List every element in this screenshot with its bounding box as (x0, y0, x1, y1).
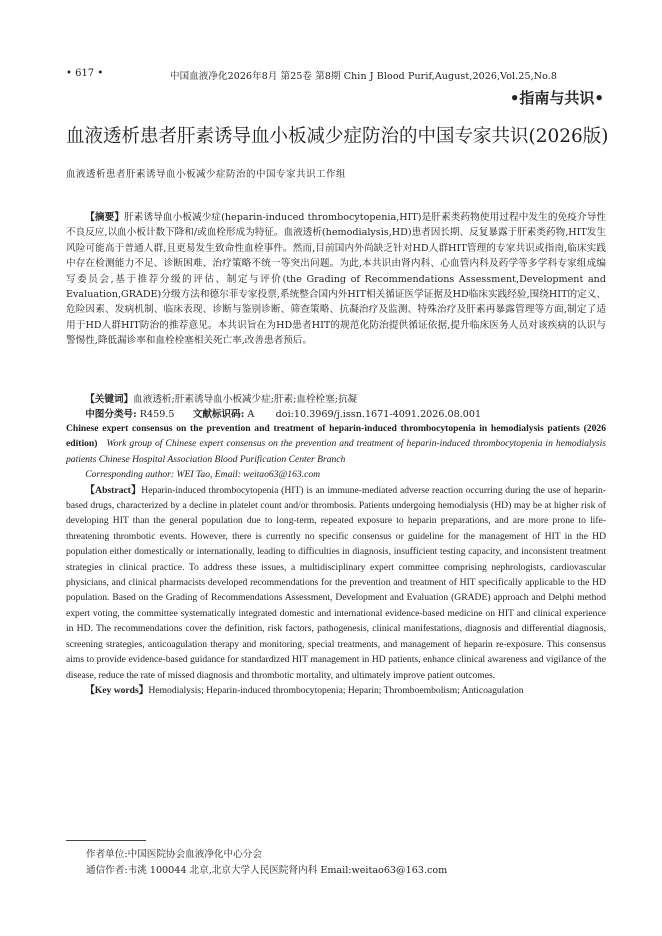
column-tag: •指南与共识• (509, 89, 604, 107)
page-number: • 617 • (66, 68, 104, 79)
footnote-divider (66, 840, 146, 841)
clc-code: R459.5 (139, 409, 175, 420)
abstract-en-text: Heparin-induced thrombocytopenia (HIT) is an immune-mediated adverse reaction occurring during the use of heparin-based drugs, characterized by a decline in platelet count and/or thrombosis. Patients undergoing hemodialysis (HD) may be at higher risk of developing HIT than the general population due to long-term, repeated exposure to heparin preparations, and are more prone to life-threatening thrombotic events. However, there is currently no specific consensus or guideline for the management of HIT in the HD population either domestically or internationally, leading to difficulties in diagnosis, insufficient testing capacity, and inconsistent treatment strategies in clinical practice. To address these issues, a multidisciplinary expert committee comprising nephrologists, cardiovascular physicians, and clinical pharmacists developed recommendations for the prevention and treatment of HIT specifically applicable to the HD population. Based on the Grading of Recommendations Assessment, Development and Evaluation (GRADE) approach and Delphi method expert voting, the committee systematically integrated domestic and international evidence-based medicine on HIT and clinical experience in HD. The recommendations cover the definition, risk factors, pathogenesis, clinical manifestations, diagnosis and differential diagnosis, screening strategies, anticoagulation therapy and monitoring, special treatments, and management of heparin re-exposure. This consensus aims to provide evidence-based guidance for standardized HIT management in HD patients, enhance clinical awareness and vigilance of the disease, reduce the rate of missed diagnosis and thrombotic mortality, and ultimately improve patient outcomes. (66, 484, 607, 681)
work-group-zh: 血液透析患者肝素诱导血小板减少症防治的中国专家共识工作组 (66, 169, 347, 180)
correspondence-info: 通信作者:韦洮 100044 北京,北京大学人民医院肾内科 Email:weitao63@163.com (86, 865, 448, 876)
article-title: 血液透析患者肝素诱导血小板减少症防治的中国专家共识(2026版) (66, 126, 609, 147)
abstract-zh-label: 【摘要】 (85, 212, 125, 223)
author-affiliation: 作者单位:中国医院协会血液净化中心分会 (86, 849, 262, 860)
keywords-zh-label: 【关键词】 (85, 394, 134, 405)
keywords-en-text: Hemodialysis; Heparin-induced thrombocytopenia; Heparin; Thromboembolism; Anticoagulation (148, 684, 524, 696)
keywords-en-label: 【Key words】 (85, 684, 149, 696)
english-title: Chinese expert consensus on the prevention and treatment of heparin-induced thrombocytopenia in hemodialysis patients (2026 edition) (66, 423, 606, 450)
abstract-en-label: 【Abstract】 (85, 484, 142, 496)
corresponding-author: Corresponding author: WEI Tao, Email: weitao63@163.com (85, 469, 321, 481)
english-abstract (66, 421, 606, 698)
journal-header: 中国血液净化2026年8月 第25卷 第8期 Chin J Blood Purif,August,2026,Vol.25,No.8 (170, 71, 558, 82)
clc-label: 中图分类号: (85, 409, 137, 420)
doc-code: A (247, 409, 255, 420)
keywords-and-classification (66, 392, 606, 407)
abstract-zh (66, 210, 606, 349)
doc-code-label: 文献标识码: (192, 409, 245, 420)
doi: doi:10.3969/j.issn.1671-4091.2026.08.001 (275, 409, 482, 420)
keywords-zh-text: 血液透析;肝素诱导血小板减少症;肝素;血栓栓塞;抗凝 (133, 394, 358, 405)
abstract-zh-text: 肝素诱导血小板减少症(heparin-induced thrombocytopenia,HIT)是肝素类药物使用过程中发生的免疫介导性不良反应,以血小板计数下降和/或血栓形成为特征。血液透析(hemodialysis,HD)患者因长期、反复暴露于肝素类药物,HIT发生风险可能高于普通人群,且更易发生致命性血栓事件。然而,目前国内外尚缺乏针对HD人群HIT管理的专家共识或指南,临床实践中存在检测能力不足、诊断困难、治疗策略不统一等突出问题。为此,本共识由肾内科、心血管内科及药学等多学科专家组成编写委员会,基于推荐分级的评估、制定与评价(the Grading of Recommendations Assessment,Development and Evaluation,GRADE)分级方法和德尔菲专家投票,系统整合国内外HIT相关循证医学证据及HD临床实践经验,围绕HIT的定义、危险因素、发病机制、临床表现、诊断与鉴别诊断、筛查策略、抗凝治疗及监测、特殊治疗及肝素再暴露管理等方面,制定了适用于HD人群HIT防治的推荐意见。本共识旨在为HD患者HIT的规范化防治提供循证依据,提升临床医务人员对该疾病的认识与警惕性,降低漏诊率和血栓栓塞相关死亡率,改善患者预后。 (66, 212, 607, 347)
english-work-group: Work group of Chinese expert consensus on the prevention and treatment of heparin-induced thrombocytopenia in hemodialysis patients Chinese Hospital Association Blood Purification Center Branch (66, 438, 606, 465)
